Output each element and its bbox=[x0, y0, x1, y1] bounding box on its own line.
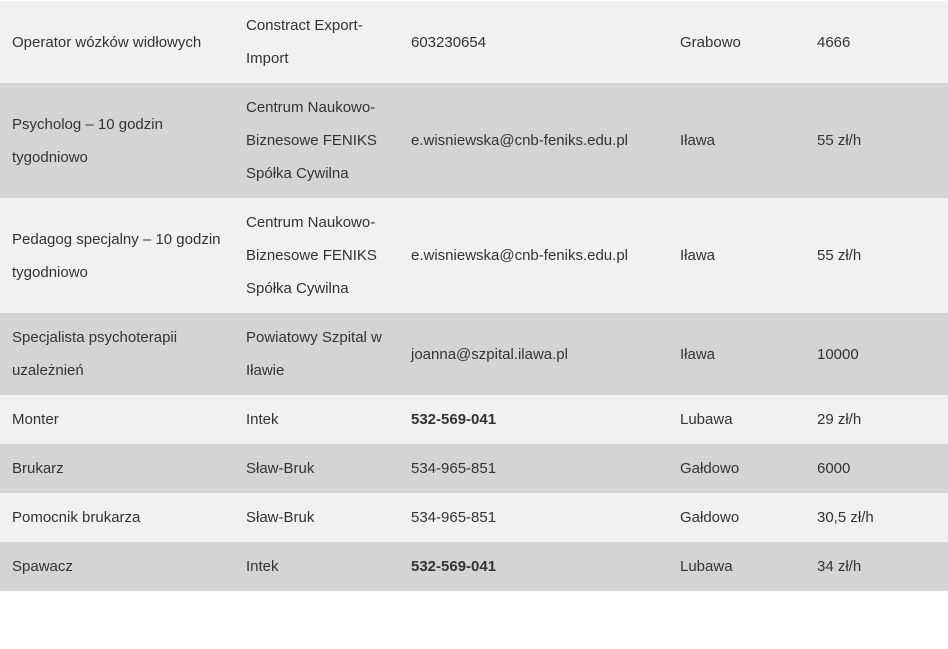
job-position: Spawacz bbox=[0, 542, 234, 591]
job-location: Grabowo bbox=[668, 1, 805, 83]
job-employer: Powiatowy Szpital w Iławie bbox=[234, 313, 399, 395]
job-location: Lubawa bbox=[668, 542, 805, 591]
job-salary: 55 zł/h bbox=[805, 83, 948, 198]
job-position: Psycholog – 10 godzin tygodniowo bbox=[0, 83, 234, 198]
table-row bbox=[0, 83, 948, 198]
job-location: Gałdowo bbox=[668, 444, 805, 493]
job-contact: e.wisniewska@cnb-feniks.edu.pl bbox=[399, 83, 668, 198]
job-employer: Centrum Naukowo-Biznesowe FENIKS Spółka Cywilna bbox=[234, 198, 399, 313]
job-position: Monter bbox=[0, 395, 234, 444]
job-position: Specjalista psychoterapii uzależnień bbox=[0, 313, 234, 395]
job-employer: Intek bbox=[234, 395, 399, 444]
job-position: Brukarz bbox=[0, 444, 234, 493]
job-salary: 4666 bbox=[805, 1, 948, 83]
job-location: Iława bbox=[668, 83, 805, 198]
job-employer: Centrum Naukowo-Biznesowe FENIKS Spółka Cywilna bbox=[234, 83, 399, 198]
table-row bbox=[0, 542, 948, 591]
job-contact: 534-965-851 bbox=[399, 493, 668, 542]
job-contact: 532-569-041 bbox=[399, 542, 668, 591]
table-row bbox=[0, 198, 948, 313]
job-salary: 30,5 zł/h bbox=[805, 493, 948, 542]
table-row bbox=[0, 395, 948, 444]
job-employer: Intek bbox=[234, 542, 399, 591]
job-position: Pedagog specjalny – 10 godzin tygodniowo bbox=[0, 198, 234, 313]
job-employer: Constract Export-Import bbox=[234, 1, 399, 83]
job-contact: e.wisniewska@cnb-feniks.edu.pl bbox=[399, 198, 668, 313]
job-contact: joanna@szpital.ilawa.pl bbox=[399, 313, 668, 395]
job-location: Iława bbox=[668, 313, 805, 395]
job-salary: 34 zł/h bbox=[805, 542, 948, 591]
job-location: Gałdowo bbox=[668, 493, 805, 542]
job-location: Iława bbox=[668, 198, 805, 313]
job-salary: 10000 bbox=[805, 313, 948, 395]
table-row bbox=[0, 444, 948, 493]
job-contact: 534-965-851 bbox=[399, 444, 668, 493]
job-offers-table bbox=[0, 1, 948, 591]
table-row bbox=[0, 493, 948, 542]
job-contact: 532-569-041 bbox=[399, 395, 668, 444]
job-salary: 29 zł/h bbox=[805, 395, 948, 444]
job-salary: 6000 bbox=[805, 444, 948, 493]
job-position: Operator wózków widłowych bbox=[0, 1, 234, 83]
job-employer: Sław-Bruk bbox=[234, 493, 399, 542]
job-location: Lubawa bbox=[668, 395, 805, 444]
job-contact: 603230654 bbox=[399, 1, 668, 83]
table-row bbox=[0, 313, 948, 395]
table-row bbox=[0, 1, 948, 83]
job-position: Pomocnik brukarza bbox=[0, 493, 234, 542]
job-employer: Sław-Bruk bbox=[234, 444, 399, 493]
job-salary: 55 zł/h bbox=[805, 198, 948, 313]
